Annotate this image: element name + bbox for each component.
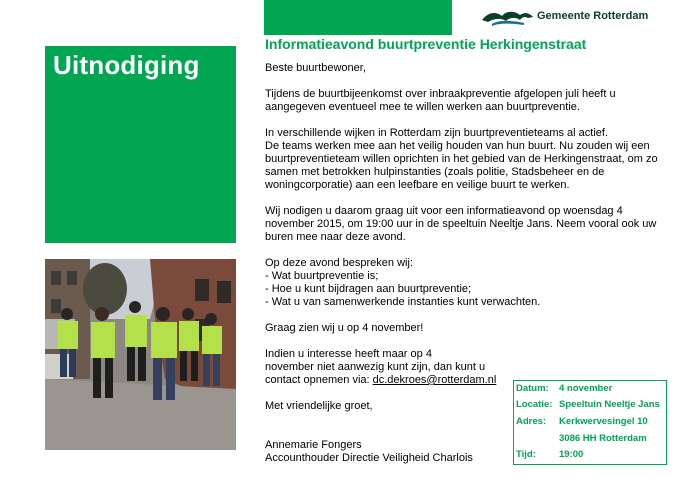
- volunteers-photo: [45, 259, 236, 450]
- adres-line-1: Kerkwervesingel 10: [559, 416, 648, 427]
- paragraph-5-line-2: november niet aanwezig kunt zijn, dan kunt u: [265, 361, 486, 373]
- gemeente-rotterdam-lion-icon: [480, 8, 535, 28]
- agenda-item: - Hoe u kunt bijdragen aan buurtpreventie;: [265, 283, 472, 295]
- letter-greeting: Beste buurtbewoner,: [265, 62, 366, 74]
- letter-paragraph-1: Tijdens de buurtbijeenkomst over inbraakpreventie afgelopen juli heeft u aangegeven eventueel mee te willen werken aan buurtpreventie.: [265, 88, 616, 113]
- signer-title: Accounthouder Directie Veiligheid Charlois: [265, 452, 473, 464]
- paragraph-5-line-1: Indien u interesse heeft maar op 4: [265, 348, 432, 360]
- signer-name: Annemarie Fongers: [265, 439, 362, 451]
- letter-headline: Informatieavond buurtpreventie Herkingenstraat: [265, 36, 587, 52]
- event-details-box: [513, 380, 667, 465]
- letter-agenda: [265, 257, 660, 309]
- letter-closing: Met vriendelijke groet,: [265, 400, 373, 412]
- header-green-bar: [264, 0, 452, 35]
- locatie-label: Locatie:: [516, 399, 553, 410]
- adres-line-2: 3086 HH Rotterdam: [559, 433, 647, 444]
- side-title-box: [45, 46, 236, 243]
- side-title: Uitnodiging: [53, 50, 200, 80]
- contact-email-link[interactable]: dc.dekroes@rotterdam.nl: [372, 374, 497, 386]
- tijd-label: Tijd:: [516, 449, 536, 460]
- letter-paragraph-2b: De teams werken mee aan het veilig houden van hun buurt. Nu zouden wij een buurtpreventieteam willen oprichten in het gebied van de Herkingenstraat, om zo samen met betrokken hulpinstanties (zoals politie, Stadsbeheer en de woningcorporatie) aan een leefbare en veilige buurt te werken.: [265, 140, 658, 191]
- paragraph-5-line-3: contact opnemen via:: [265, 374, 373, 386]
- letter-paragraph-3: Wij nodigen u daarom graag uit voor een informatieavond op woensdag 4 november 2015, om 19:00 uur in de speeltuin Neeltje Jans. Neem vooral ook uw buren mee naar deze avond.: [265, 205, 657, 243]
- adres-label: Adres:: [516, 416, 547, 427]
- letter-paragraph-2: [265, 127, 660, 192]
- letter-paragraph-4: Graag zien wij u op 4 november!: [265, 322, 424, 334]
- gemeente-rotterdam-logo: [480, 8, 670, 30]
- datum-label: Datum:: [516, 383, 549, 394]
- logo-text: Gemeente Rotterdam: [537, 10, 649, 22]
- locatie-value: Speeltuin Neeltje Jans: [559, 399, 660, 410]
- datum-value: 4 november: [559, 383, 613, 394]
- agenda-intro: Op deze avond bespreken wij:: [265, 257, 413, 269]
- agenda-item: - Wat u van samenwerkende instanties kunt verwachten.: [265, 296, 541, 308]
- tijd-value: 19:00: [559, 449, 584, 460]
- agenda-item: - Wat buurtpreventie is;: [265, 270, 379, 282]
- letter-paragraph-2a: In verschillende wijken in Rotterdam zijn buurtpreventieteams al actief.: [265, 127, 608, 139]
